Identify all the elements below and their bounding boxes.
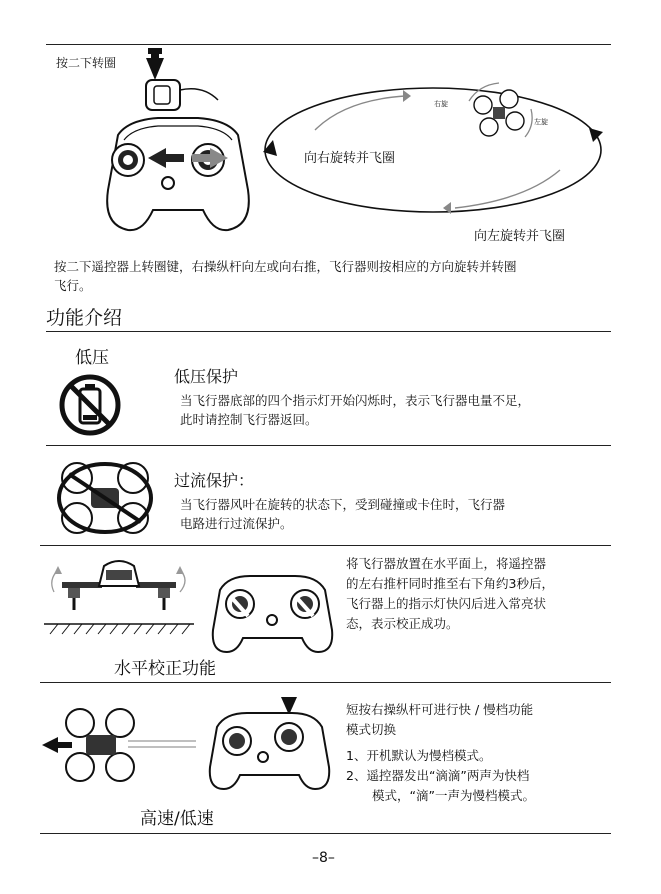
section-title: 功能介绍 [46,307,123,329]
calibration-line3: 飞行器上的指示灯快闪后进入常亮状 [346,596,547,611]
calibration-line2: 的左右推杆同时推至右下角约3秒后， [346,576,554,591]
drone-on-ground-illustration [44,552,194,644]
bottom-rule [40,833,611,834]
overcurrent-line1: 当飞行器风叶在旋转的状态下，受到碰撞或卡住时，飞行器 [180,497,506,512]
controller-illustration-top [88,40,268,240]
divider-3 [40,682,611,683]
left-tag: 左旋 [534,118,548,126]
low-voltage-line1: 当飞行器底部的四个指示灯开始闪烁时，表示飞行器电量不足， [180,393,531,408]
loop-caption-line2: 飞行。 [54,278,92,293]
loop-caption-line1: 按二下遥控器上转圈键，右操纵杆向左或向右推，飞行器则按相应的方向旋转并转圈 [54,259,517,274]
speed-line2: 模式切换 [346,722,397,737]
low-voltage-line2: 此时请控制飞行器返回。 [180,412,318,427]
overcurrent-line2: 电路进行过流保护。 [180,516,293,531]
right-tag: 右旋 [434,100,448,108]
no-battery-icon [58,373,122,437]
corner-label: 按二下转圈 [56,56,117,70]
low-voltage-title: 低压保护 [174,367,239,386]
speed-item2-line1: 2、遥控器发出“滴滴”两声为快档 [346,768,530,783]
divider-1 [46,445,611,446]
right-loop-label: 向右旋转并飞圈 [304,151,396,166]
left-loop-label: 向左旋转并飞圈 [474,229,566,244]
calibration-line4: 态，表示校正成功。 [346,616,459,631]
controller-calibration-illustration [210,570,335,656]
page-number: –8– [312,850,335,866]
no-overcurrent-icon [55,460,155,536]
speed-line1: 短按右操纵杆可进行快 / 慢档功能 [346,702,534,717]
drone-speed-illustration [40,705,200,785]
controller-speed-illustration [207,697,332,792]
speed-label: 高速/低速 [140,809,214,829]
speed-item1: 1、开机默认为慢档模式。 [346,748,492,763]
section-rule [46,331,611,332]
calibration-label: 水平校正功能 [114,659,216,679]
overcurrent-title: 过流保护： [174,471,255,490]
loop-path-illustration [255,60,615,230]
low-voltage-icon-label: 低压 [75,348,109,368]
speed-item2-line2: 模式，“滴”一声为慢档模式。 [372,788,535,803]
divider-2 [40,545,611,546]
calibration-line1: 将飞行器放置在水平面上，将遥控器 [346,556,547,571]
